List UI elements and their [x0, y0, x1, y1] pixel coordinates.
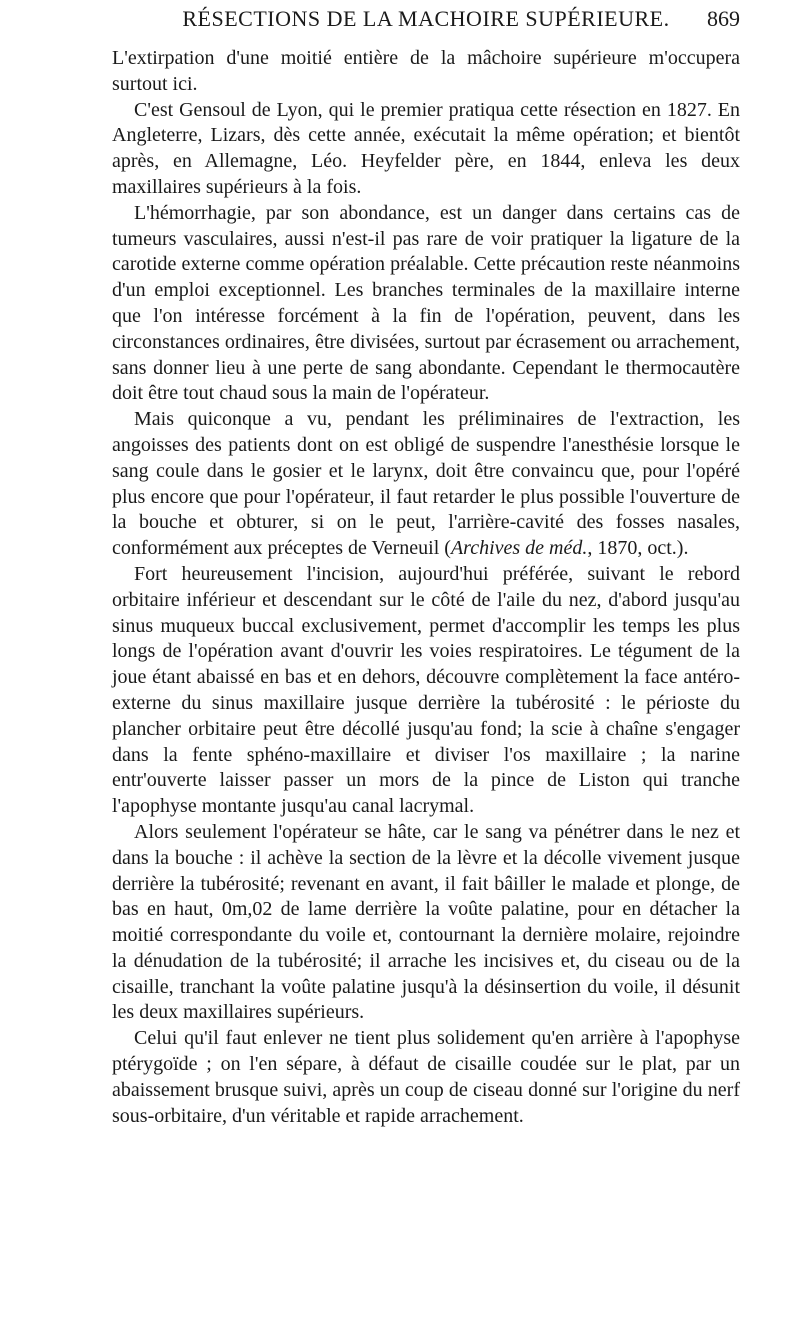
citation-archives: Archives de méd.	[450, 537, 588, 560]
paragraph-6: Alors seulement l'opérateur se hâte, car le sang va pénétrer dans le nez et dans la bouche : il achève la section de la lèvre et la décolle vivement jusque derrière la tubérosité; revenant en avant, il fait bâiller le malade et plonge, de bas en haut, 0m,02 de lame derrière la voûte palatine, pour en détacher la moitié correspondante du voile et, contournant la dernière molaire, rejoindre la dénudation de la tubérosité; il arrache les incisives et, du ciseau ou de la cisaille, tranchant la voûte palatine jusqu'à la désinsertion du voile, il désunit les deux maxillaires supérieurs.	[112, 820, 740, 1024]
paragraph-2: C'est Gensoul de Lyon, qui le premier pratiqua cette résection en 1827. En Angleterre, Lizars, dès cette année, exécutait la même opération; et bientôt après, en Allemagne, Léo. Heyfelder père, en 1844, enleva les deux maxillaires supérieurs à la fois.	[112, 98, 740, 198]
paragraph-7: Celui qu'il faut enlever ne tient plus solidement qu'en arrière à l'apophyse ptérygoïde ; on l'en sépare, à défaut de cisaille coudée sur le plat, par un abaissement brusque suivi, après un coup de ciseau donné sur l'origine du nerf sous-orbitaire, d'un véritable et rapide arrachement.	[112, 1027, 740, 1127]
paragraph-1: L'extirpation d'une moitié entière de la mâchoire supérieure m'occupera surtout ici.	[112, 47, 740, 95]
paragraph-4-text: Mais quiconque a vu, pendant les préliminaires de l'extraction, les angoisses des patients dont on est obligé de suspendre l'anesthésie lorsque le sang coule dans le gosier et le larynx, doit être convaincu que, pour l'opéré plus encore que pour l'opérateur, il faut retarder le plus possible l'ouverture de la bouche et obturer, si on le peut, l'arrière-cavité des fosses nasales, conformément aux préceptes de Verneuil (	[112, 408, 740, 560]
paragraph-5: Fort heureusement l'incision, aujourd'hui préférée, suivant le rebord orbitaire inférieur et descendant sur le côté de l'aile du nez, d'abord jusqu'au sinus muqueux buccal exclusivement, permet d'accomplir les temps les plus longs de l'opération avant d'ouvrir les voies respiratoires. Le tégument de la joue étant abaissé en bas et en dehors, découvre complètement la face antéro-externe du sinus maxillaire jusque derrière la tubérosité : le périoste du plancher orbitaire peut être décollé jusqu'au fond; la scie à chaîne s'engager dans la fente sphéno-maxillaire et diviser l'os maxillaire ; la narine entr'ouverte laisser passer un mors de la pince de Liston qui tranche l'apophyse montante jusqu'au canal lacrymal.	[112, 562, 740, 818]
body-text	[112, 46, 740, 1129]
paragraph-4-tail: , 1870, oct.).	[587, 537, 689, 560]
paragraph-4	[112, 407, 740, 562]
running-title: RÉSECTIONS DE LA MACHOIRE SUPÉRIEURE.	[182, 6, 670, 31]
page-number: 869	[707, 6, 740, 31]
paragraph-3: L'hémorrhagie, par son abondance, est un danger dans certains cas de tumeurs vasculaires, aussi n'est-il pas rare de voir pratiquer la ligature de la carotide externe comme opération préalable. Cette précaution reste néanmoins d'un emploi exceptionnel. Les branches terminales de la maxillaire interne que l'on intéresse forcément à la fin de l'opération, peuvent, dans les circonstances ordinaires, être divisées, surtout par écrasement ou arrachement, sans donner lieu à une perte de sang abondante. Cependant le thermocautère doit être tout chaud sous la main de l'opérateur.	[112, 201, 740, 405]
running-header	[112, 6, 740, 34]
